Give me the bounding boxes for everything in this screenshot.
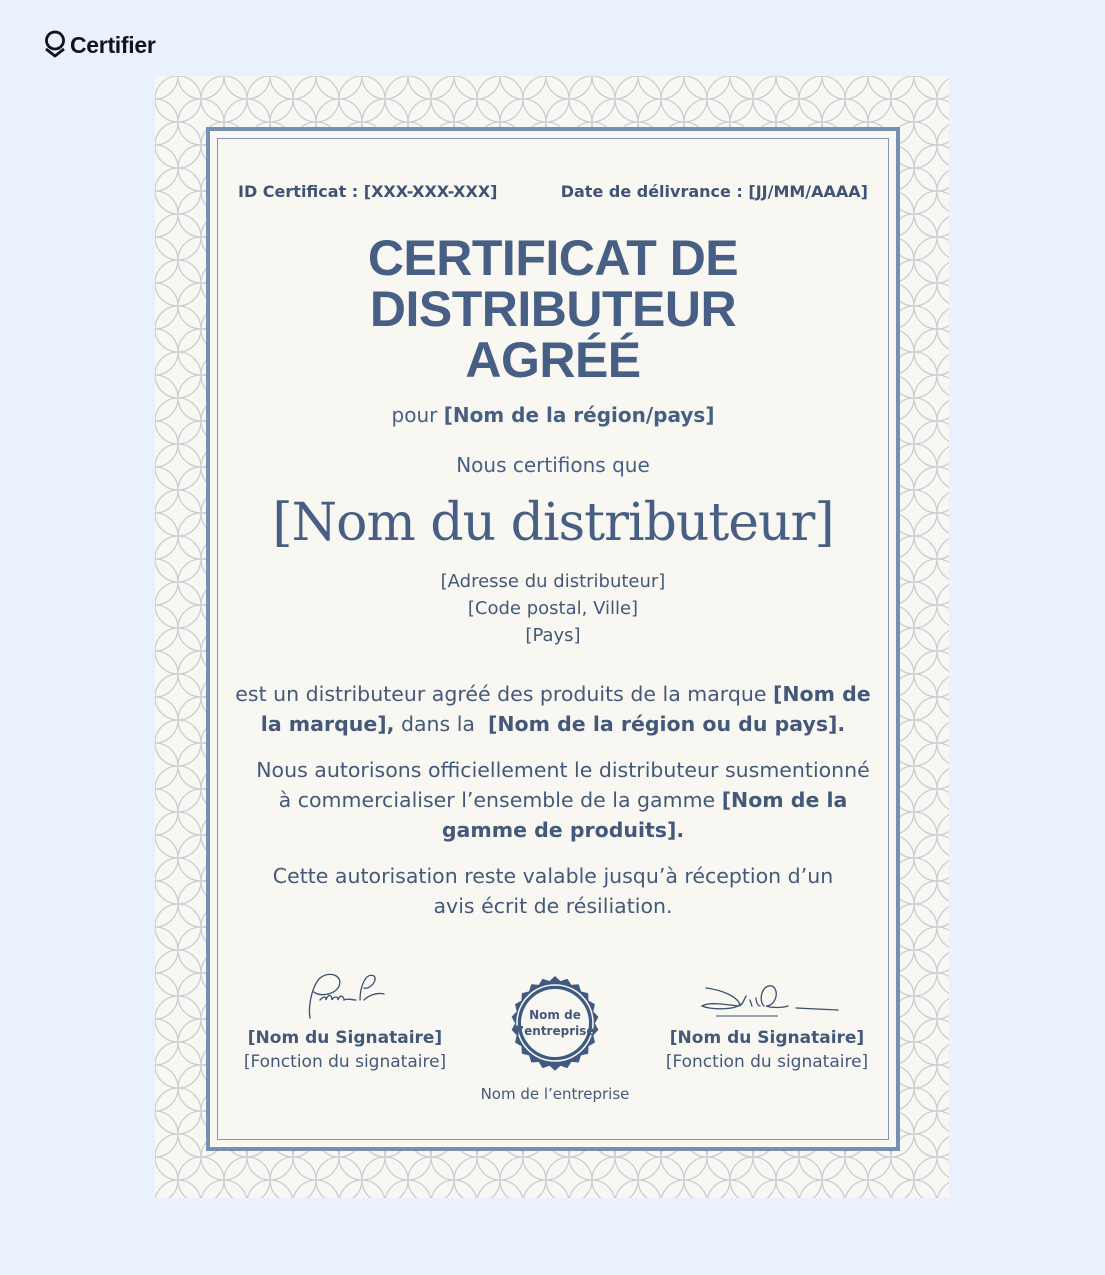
address-line-2: [Code postal, Ville]	[467, 598, 639, 619]
paragraph-text: est un distributeur agréé des produits de la marque	[235, 682, 774, 706]
certificate	[155, 76, 949, 1198]
meta-row	[238, 182, 868, 201]
signatory-name: [Nom du Signataire]	[669, 1028, 865, 1048]
seal-line-2: l’entreprise	[515, 1024, 595, 1038]
outer-frame	[206, 127, 900, 1151]
brand-name: Certifier	[70, 31, 156, 58]
region-placeholder: [Nom de la région ou du pays].	[488, 712, 846, 736]
certify-text: Nous certifions que	[456, 453, 650, 477]
product-range-placeholder: [Nom de la gamme de produits].	[441, 788, 848, 842]
issue-date: Date de délivrance : [JJ/MM/AAAA]	[560, 182, 868, 201]
address-line-3: [Pays]	[525, 625, 581, 646]
paragraph-text: dans la	[394, 712, 489, 736]
brand-logo	[44, 28, 156, 62]
signature-left	[230, 966, 460, 1072]
certificate-content	[210, 131, 896, 1147]
subtitle	[210, 403, 896, 427]
signature-icon	[692, 966, 842, 1026]
company-seal	[501, 969, 609, 1077]
title-line-3: AGRÉÉ	[465, 332, 641, 388]
seal-caption: Nom de l’entreprise	[480, 1085, 630, 1103]
paragraph-authorization	[250, 755, 876, 845]
brand-name-placeholder: [Nom de la marque],	[260, 682, 871, 736]
seal-text	[501, 969, 609, 1077]
seal-line-1: Nom de	[529, 1008, 581, 1022]
title-line-2: DISTRIBUTEUR	[369, 281, 737, 337]
title-line-1: CERTIFICAT DE	[367, 230, 739, 286]
signatory-role: [Fonction du signataire]	[243, 1052, 447, 1072]
recipient-name: [Nom du distributeur]	[272, 493, 834, 553]
paragraph-validity: Cette autorisation reste valable jusqu’à réception d’un avis écrit de résiliation.	[272, 864, 834, 918]
paragraph-text: Nous autorisons officiellement le distributeur susmentionné à commercialiser l’ensemble de la gamme	[256, 758, 870, 812]
certifier-logo-icon	[44, 30, 66, 60]
recipient-address	[210, 568, 896, 649]
signature-icon	[290, 966, 400, 1026]
subtitle-prefix: pour	[391, 403, 444, 427]
signatory-name: [Nom du Signataire]	[247, 1028, 443, 1048]
company-seal-block	[470, 969, 640, 1103]
subtitle-region: [Nom de la région/pays]	[443, 403, 715, 427]
address-line-1: [Adresse du distributeur]	[440, 571, 666, 592]
signature-right	[652, 966, 882, 1072]
certificate-id: ID Certificat : [XXX-XXX-XXX]	[238, 182, 498, 201]
certificate-title	[210, 230, 896, 388]
signatory-role: [Fonction du signataire]	[665, 1052, 869, 1072]
paragraph-brand	[228, 679, 878, 739]
